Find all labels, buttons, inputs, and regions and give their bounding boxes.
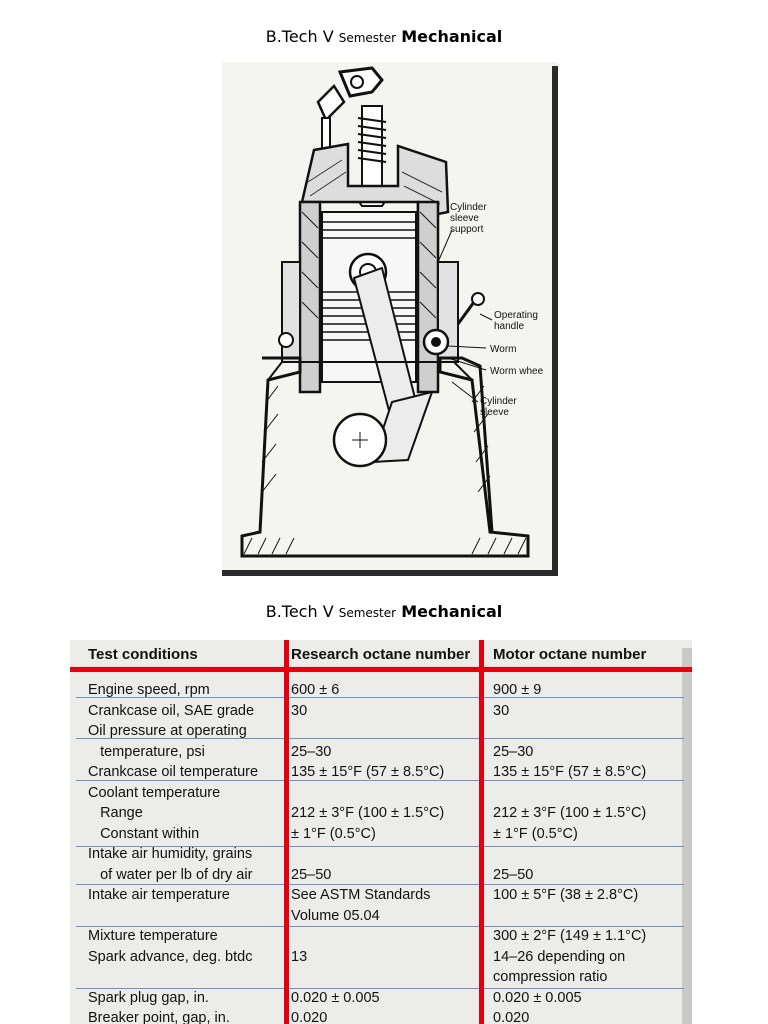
condition-cell: Coolant temperature — [88, 784, 221, 801]
motor-cell: 135 ± 15°F (57 ± 8.5°C) — [493, 764, 647, 780]
header-test-conditions: Test conditions — [88, 646, 198, 663]
motor-cell: 212 ± 3°F (100 ± 1.5°C) — [493, 805, 647, 821]
research-cell: 30 — [291, 702, 308, 719]
label-operating-handle: Operating handle — [494, 310, 538, 332]
motor-cell: 25–50 — [493, 866, 534, 883]
research-cell: 212 ± 3°F (100 ± 1.5°C) — [291, 805, 445, 821]
page-heading — [0, 602, 768, 621]
label-cylinder-sleeve-support: Cylinder sleeve support — [450, 202, 487, 235]
condition-cell: Intake air temperature — [88, 887, 230, 903]
condition-cell: Crankcase oil temperature — [88, 764, 259, 780]
motor-cell: 14–26 depending on — [493, 948, 626, 965]
label-worm-wheel: Worm whee — [490, 366, 544, 377]
motor-cell: 0.020 — [493, 1010, 530, 1024]
research-cell: 0.020 — [291, 1010, 328, 1024]
condition-cell — [88, 967, 258, 988]
research-cell: 25–50 — [291, 866, 332, 883]
cfr-engine-diagram — [222, 62, 558, 576]
heading-prefix: B.Tech V — [265, 602, 339, 621]
motor-cell: 25–30 — [493, 743, 534, 760]
condition-cell: Mixture temperature — [88, 928, 218, 944]
research-cell — [291, 926, 444, 947]
research-cell: 13 — [291, 948, 308, 965]
condition-cell: Breaker point, gap, in. — [88, 1010, 230, 1024]
heading-semester: Semester — [338, 606, 397, 620]
research-cell: Volume 05.04 — [291, 907, 380, 924]
condition-cell: Constant within — [88, 825, 200, 842]
research-cell — [291, 721, 444, 742]
motor-cell: 900 ± 9 — [493, 682, 542, 698]
motor-cell: 0.020 ± 0.005 — [493, 989, 582, 1006]
column-motor-octane — [493, 680, 646, 1024]
label-worm: Worm — [490, 344, 517, 355]
condition-cell: of water per lb of dry air — [88, 866, 253, 883]
condition-cell: Engine speed, rpm — [88, 682, 210, 698]
heading-branch: Mechanical — [401, 602, 503, 621]
motor-cell — [493, 906, 646, 927]
research-cell: ± 1°F (0.5°C) — [291, 825, 376, 842]
motor-cell: compression ratio — [493, 969, 608, 985]
research-cell — [291, 783, 444, 804]
red-column-divider — [479, 640, 484, 1024]
condition-cell: Range — [88, 805, 143, 821]
research-cell: 600 ± 6 — [291, 682, 340, 698]
research-cell — [291, 844, 444, 865]
header-motor-octane: Motor octane number — [493, 646, 647, 663]
red-column-divider — [284, 640, 289, 1024]
heading-branch: Mechanical — [401, 27, 503, 46]
motor-cell: ± 1°F (0.5°C) — [493, 825, 578, 842]
motor-cell: 100 ± 5°F (38 ± 2.8°C) — [493, 887, 639, 903]
condition-cell: Intake air humidity, grains — [88, 846, 253, 862]
label-cylinder-sleeve: Cylinder sleeve — [480, 396, 517, 418]
research-cell: See ASTM Standards — [291, 887, 431, 903]
motor-cell — [493, 844, 646, 865]
research-cell: 25–30 — [291, 743, 332, 760]
motor-cell: 300 ± 2°F (149 ± 1.1°C) — [493, 928, 647, 944]
column-research-octane — [291, 680, 444, 1024]
research-cell — [291, 967, 444, 988]
condition-cell: temperature, psi — [88, 743, 205, 760]
header-research-octane: Research octane number — [291, 646, 471, 663]
red-header-rule — [70, 667, 692, 672]
page-heading — [0, 27, 768, 46]
condition-cell: Spark advance, deg. btdc — [88, 948, 253, 965]
research-cell: 0.020 ± 0.005 — [291, 989, 380, 1006]
heading-prefix: B.Tech V — [265, 27, 339, 46]
octane-test-conditions-table — [70, 640, 692, 1024]
column-test-conditions — [88, 680, 258, 1024]
research-cell: 135 ± 15°F (57 ± 8.5°C) — [291, 764, 445, 780]
motor-cell — [493, 721, 646, 742]
motor-cell: 30 — [493, 702, 510, 719]
heading-semester: Semester — [338, 31, 397, 45]
condition-cell: Spark plug gap, in. — [88, 989, 209, 1006]
motor-cell — [493, 783, 646, 804]
page-edge-shadow — [682, 648, 692, 1024]
condition-cell: Oil pressure at operating — [88, 723, 247, 739]
condition-cell — [88, 906, 258, 927]
condition-cell: Crankcase oil, SAE grade — [88, 702, 255, 719]
